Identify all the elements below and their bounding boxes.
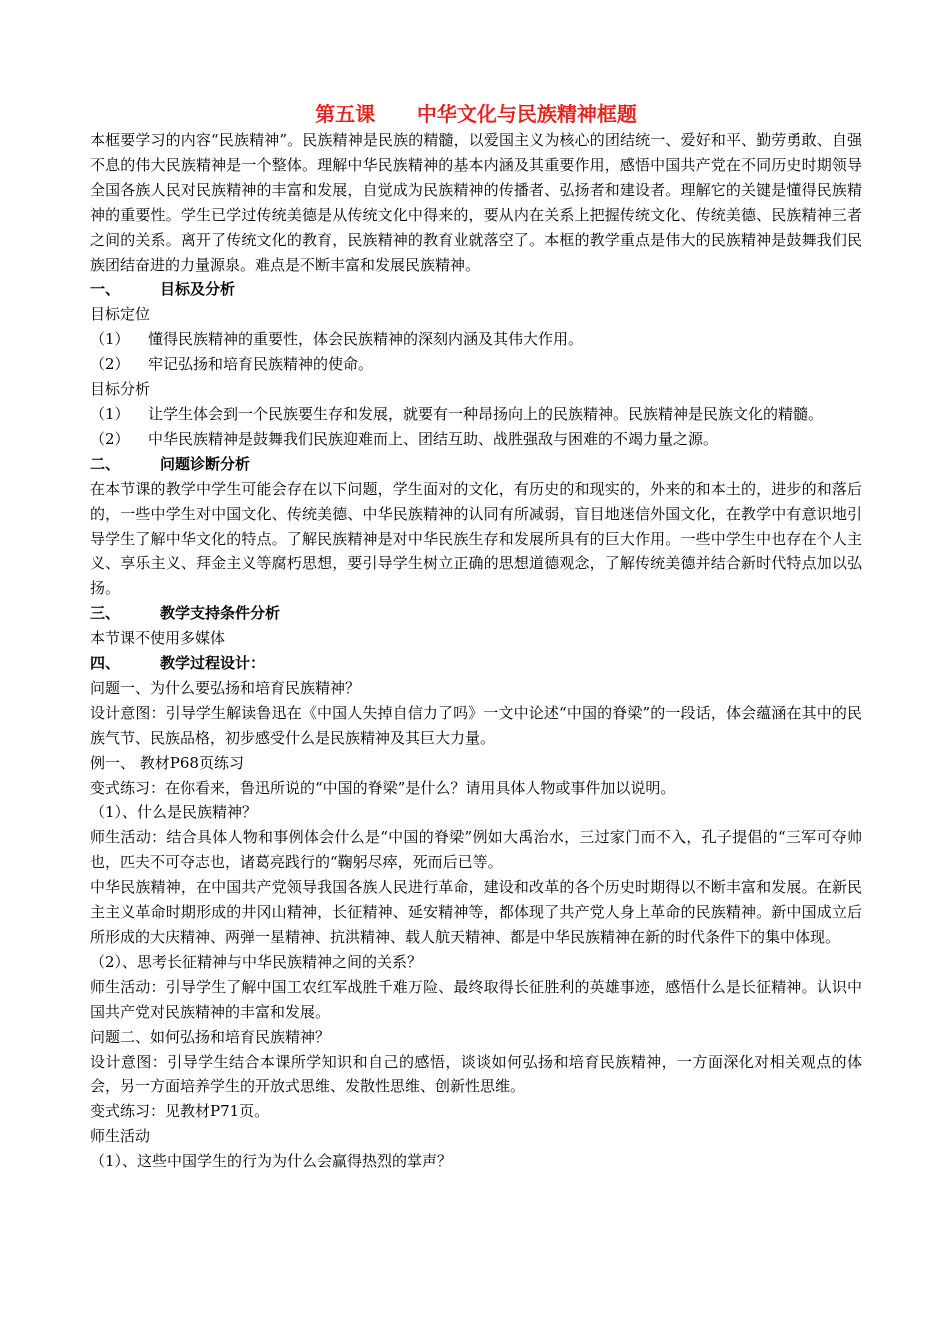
paragraph: 设计意图：引导学生解读鲁迅在《中国人失掉自信力了吗》一文中论述“中国的脊梁”的一段话，体会蕴涵在其中的民族气节、民族品格，初步感受什么是民族精神及其巨大力量。: [90, 703, 862, 747]
paragraph: 师生活动：引导学生了解中国工农红军战胜千难万险、最终取得长征胜利的英雄事迹，感悟什么是长征精神。认识中国共产党对民族精神的丰富和发展。: [90, 977, 862, 1021]
section-3-body: 本节课不使用多媒体: [90, 629, 226, 648]
list-item-text: 中华民族精神是鼓舞我们民族迎难而上、团结互助、战胜强敌与困难的不竭力量之源。: [148, 429, 719, 448]
list-item: [90, 352, 862, 377]
list-item-text: 让学生体会到一个民族要生存和发展，就要有一种昂扬向上的民族精神。民族精神是民族文化的精髓。: [148, 404, 824, 423]
paragraph: 例一、 教材P68页练习: [90, 753, 244, 772]
list-item-number: （1）: [90, 404, 130, 423]
section-1-number: 一、: [90, 280, 121, 299]
paragraph: 师生活动: [90, 1127, 151, 1146]
subheading-target-positioning: 目标定位: [90, 305, 151, 324]
paragraph: （1）、这些中国学生的行为为什么会赢得热烈的掌声？: [90, 1152, 453, 1171]
section-4-number: 四、: [90, 654, 121, 673]
paragraph: 变式练习：在你看来，鲁迅所说的“中国的脊梁”是什么？请用具体人物或事件加以说明。: [90, 778, 676, 797]
section-2-heading: [90, 452, 862, 477]
paragraph: 问题二、如何弘扬和培育民族精神？: [90, 1027, 331, 1046]
list-item: [90, 402, 862, 427]
page-title: 第五课 中华文化与民族精神框题: [315, 102, 637, 126]
paragraph: （2）、思考长征精神与中华民族精神之间的关系？: [90, 952, 423, 971]
list-item-number: （1）: [90, 330, 130, 349]
section-2-number: 二、: [90, 454, 121, 473]
section-1-heading: [90, 277, 862, 302]
paragraph: 师生活动：结合具体人物和事例体会什么是“中国的脊梁”例如大禹治水，三过家门而不入，孔子提倡的“三军可夺帅也，匹夫不可夺志也，诸葛亮践行的“鞠躬尽瘁，死而后已等。: [90, 828, 862, 872]
section-4-heading: [90, 651, 862, 676]
paragraph: 设计意图：引导学生结合本课所学知识和自己的感悟，谈谈如何弘扬和培育民族精神，一方面深化对相关观点的体会，另一方面培养学生的开放式思维、发散性思维、创新性思维。: [90, 1052, 862, 1096]
section-2-title: 问题诊断分析: [160, 454, 251, 473]
paragraph: 中华民族精神，在中国共产党领导我国各族人民进行革命，建设和改革的各个历史时期得以不断丰富和发展。在新民主主义革命时期形成的井冈山精神，长征精神、延安精神等，都体现了共产党人身上革命的民族精神。新中国成立后所形成的大庆精神、两弹一星精神、抗洪精神、载人航天精神、都是中华民族精神在新的时代条件下的集中体现。: [90, 878, 862, 946]
list-item-number: （2）: [90, 355, 130, 374]
section-2-body: 在本节课的教学中学生可能会存在以下问题，学生面对的文化，有历史的和现实的，外来的和本土的，进步的和落后的，一些中学生对中国文化、传统美德、中华民族精神的认同有所减弱，盲目地迷信外国文化，在教学中有意识地引导学生了解中华文化的特点。了解民族精神是对中华民族生存和发展所具有的巨大作用。一些中学生中也存在个人主义、享乐主义、拜金主义等腐朽思想，要引导学生树立正确的思想道德观念，了解传统美德并结合新时代特点加以弘扬。: [90, 479, 862, 598]
paragraph: （1）、什么是民族精神？: [90, 803, 258, 822]
intro-paragraph: 本框要学习的内容“民族精神”。民族精神是民族的精髓，以爱国主义为核心的团结统一、爱好和平、勤劳勇敢、自强不息的伟大民族精神是一个整体。理解中华民族精神的基本内涵及其重要作用，感悟中国共产党在不同历史时期领导全国各族人民对民族精神的丰富和发展，自觉成为民族精神的传播者、弘扬者和建设者。理解它的关键是懂得民族精神的重要性。学生已学过传统美德是从传统文化中得来的，要从内在关系上把握传统文化、传统美德、民族精神三者之间的关系。离开了传统文化的教育，民族精神的教育业就落空了。本框的教学重点是伟大的民族精神是鼓舞我们民族团结奋进的力量源泉。难点是不断丰富和发展民族精神。: [90, 131, 862, 274]
list-item: [90, 427, 862, 452]
section-3-title: 教学支持条件分析: [160, 604, 281, 623]
list-item: [90, 327, 862, 352]
list-item-number: （2）: [90, 429, 130, 448]
document-page: [90, 100, 862, 1174]
section-1-title: 目标及分析: [160, 280, 236, 299]
list-item-text: 牢记弘扬和培育民族精神的使命。: [148, 355, 374, 374]
section-3-number: 三、: [90, 604, 121, 623]
paragraph: 问题一、为什么要弘扬和培育民族精神？: [90, 678, 361, 697]
subheading-target-analysis: 目标分析: [90, 380, 151, 399]
list-item-text: 懂得民族精神的重要性，体会民族精神的深刻内涵及其伟大作用。: [148, 330, 584, 349]
section-3-heading: [90, 601, 862, 626]
section-4-title: 教学过程设计：: [160, 654, 266, 673]
paragraph: 变式练习：见教材P71页。: [90, 1102, 270, 1121]
